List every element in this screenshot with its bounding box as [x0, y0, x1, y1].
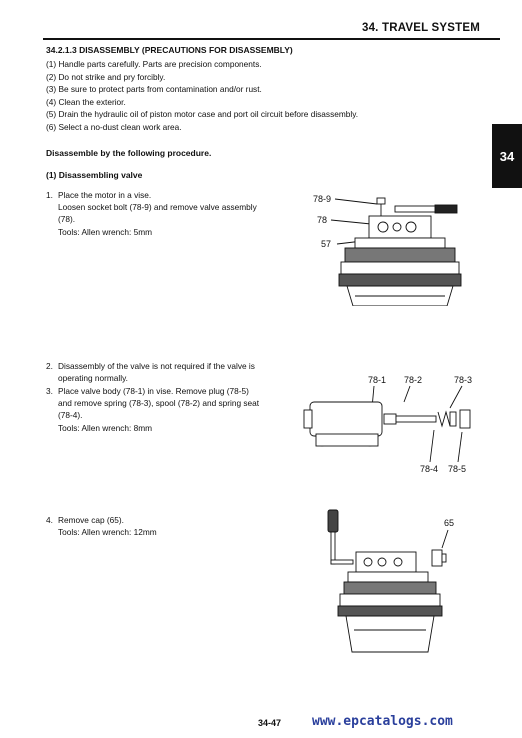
precaution-item: (6) Select a no-dust clean work area. — [46, 121, 182, 132]
callout-label: 57 — [321, 239, 332, 249]
section-title: 34.2.1.3 DISASSEMBLY (PRECAUTIONS FOR DISASSEMBLY) — [46, 45, 293, 55]
step-line: Tools: Allen wrench: 12mm — [58, 527, 157, 538]
procedure-heading: Disassemble by the following procedure. — [46, 148, 212, 158]
page-header-title: 34. TRAVEL SYSTEM — [361, 22, 480, 34]
watermark-url: www.epcatalogs.com — [312, 714, 453, 729]
precaution-item: (4) Clean the exterior. — [46, 96, 126, 107]
motor-valve-figure — [285, 188, 485, 306]
step-2 — [46, 360, 278, 384]
step-line: operating normally. — [58, 373, 128, 384]
precaution-item: (2) Do not strike and pry forcibly. — [46, 71, 166, 82]
callout-label: 78-3 — [454, 375, 473, 385]
precaution-item: (3) Be sure to protect parts from contamination and/or rust. — [46, 84, 262, 95]
step-number: 1. — [46, 190, 53, 200]
valve-body-exploded-figure — [300, 372, 484, 476]
callout-label: 78-2 — [404, 375, 423, 385]
step-number: 2. — [46, 361, 53, 371]
callout-label: 78-1 — [368, 375, 387, 385]
sub-heading: (1) Disassembling valve — [46, 170, 143, 180]
step-3 — [46, 385, 278, 434]
step-4 — [46, 514, 278, 538]
page-number: 34-47 — [258, 718, 282, 728]
step-line: Disassembly of the valve is not required if the valve is — [58, 361, 255, 371]
step-number: 3. — [46, 386, 53, 396]
step-line: and remove spring (78-3), spool (78-2) and spring seat — [58, 398, 260, 409]
step-1 — [46, 189, 278, 238]
precaution-item: (1) Handle parts carefully. Parts are precision components. — [46, 59, 262, 69]
precaution-item: (5) Drain the hydraulic oil of piston motor case and port oil circuit before disassembly. — [46, 109, 359, 120]
step-line: (78). — [58, 214, 76, 225]
callout-label: 78 — [317, 215, 328, 225]
step-line: Tools: Allen wrench: 8mm — [58, 422, 153, 433]
step-line: Place valve body (78-1) in vise. Remove plug (78-5) — [58, 386, 249, 396]
precautions-list — [46, 58, 358, 134]
callout-label: 78-4 — [420, 464, 439, 474]
step-line: Tools: Allen wrench: 5mm — [58, 226, 153, 237]
step-line: (78-4). — [58, 410, 83, 421]
header-rule — [43, 38, 500, 40]
callout-label: 65 — [444, 518, 455, 528]
callout-label: 78-5 — [448, 464, 467, 474]
step-number: 4. — [46, 515, 53, 525]
step-line: Remove cap (65). — [58, 515, 124, 525]
remove-cap-figure — [318, 506, 458, 656]
chapter-tab: 34 — [492, 124, 522, 188]
callout-label: 78-9 — [313, 194, 332, 204]
step-line: Loosen socket bolt (78-9) and remove valve assembly — [58, 202, 257, 213]
step-line: Place the motor in a vise. — [58, 190, 152, 200]
